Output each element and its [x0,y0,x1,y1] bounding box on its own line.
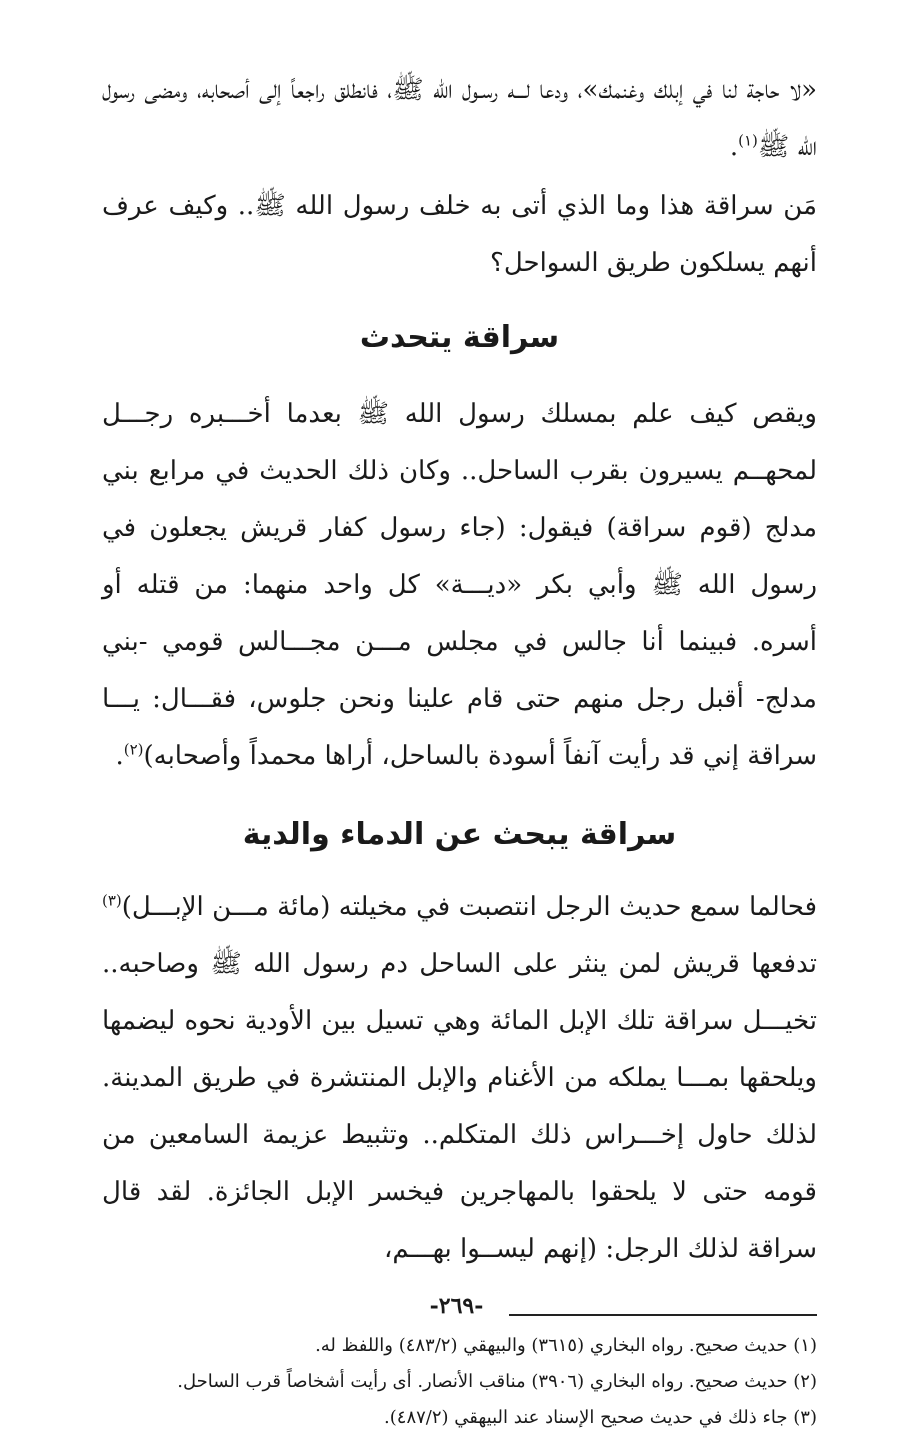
intro-text-1: «لا حاجة لنا في إبلك وغنمك»، ودعا لـــه رسـول الله ﷺ، فانطلق راجعاً إلى أصحابه، ومضى رسول الله ﷺ [102,75,817,162]
section-heading-sraqa-searches: سراقة يبحث عن الدماء والدية [242,817,677,852]
section1-end: . [115,741,124,771]
section1-paragraph [102,386,817,785]
intro-paragraph-2: مَن سراقة هذا وما الذي أتى به خلف رسول الله ﷺ.. وكيف عرف أنهم يسلكون طريق السواحل؟ [102,191,817,278]
footnote-3: (٣) جاء ذلك في حديث صحيح الإسناد عند البيهقي (٤٨٧/٢). [384,1407,817,1428]
footnote-2: (٢) حديث صحيح. رواه البخاري (٣٩٠٦) مناقب الأنصار. أى رأيت أشخاصاً قرب الساحل. [177,1371,817,1392]
footnote-ref-1: (١) [738,131,758,150]
intro-end: . [729,132,739,162]
section1-text: ويقص كيف علم بمسلك رسول الله ﷺ بعدما أخـــبره رجـــل لمحهــم يسيرون بقرب الساحل.. وكان ذلك الحديث في مرابع بني مدلج (قوم سراقة) فيقول: (جاء رسول كفار قريش يجعلون في رسول الله ﷺ وأبي بكر «ديـــة» كل واحد منهما: من قتله أو أسره. فبينما أنا جالس في مجلس مـــن مجـــالس قومي -بني مدلج- أقبل رجل منهم حتى قام علينا ونحن جلوس، فقـــال: يـــا سراقة إني قد رأيت آنفاً أسودة بالساحل، أراها محمداً وأصحابه) [102,399,818,771]
section-heading-sraqa-speaks: سراقة يتحدث [359,320,560,355]
footnote-1: (١) حديث صحيح. رواه البخاري (٣٦١٥) والبيهقي (٤٨٣/٢) واللفظ له. [315,1335,817,1356]
page-number: -٢٦٩- [429,1293,484,1319]
intro-paragraph-1 [102,62,817,176]
footnote-ref-3: (٣) [102,891,122,910]
section2-text-rest: تدفعها قريش لمن ينثر على الساحل دم رسول الله ﷺ وصاحبه.. تخيـــل سراقة تلك الإبل المائة وهي تسيل بين الأودية نحوه ليضمها ويلحقها بمـــا يملكه من الأغنام والإبل المنتشرة في طريق المدينة. لذلك حاول إخـــراس ذلك المتكلم.. وتثبيط عزيمة السامعين من قومه حتى لا يلحقوا بالمهاجرين فيخسر الإبل الجائزة. لقد قال سراقة لذلك الرجل: (إنهم ليســوا بهـــم، [102,949,817,1264]
section2-text-start: فحالما سمع حديث الرجل انتصبت في مخيلته (مائة مـــن الإبـــل) [121,892,817,922]
section2-paragraph [102,879,817,1278]
footnote-ref-2: (٢) [123,740,144,759]
